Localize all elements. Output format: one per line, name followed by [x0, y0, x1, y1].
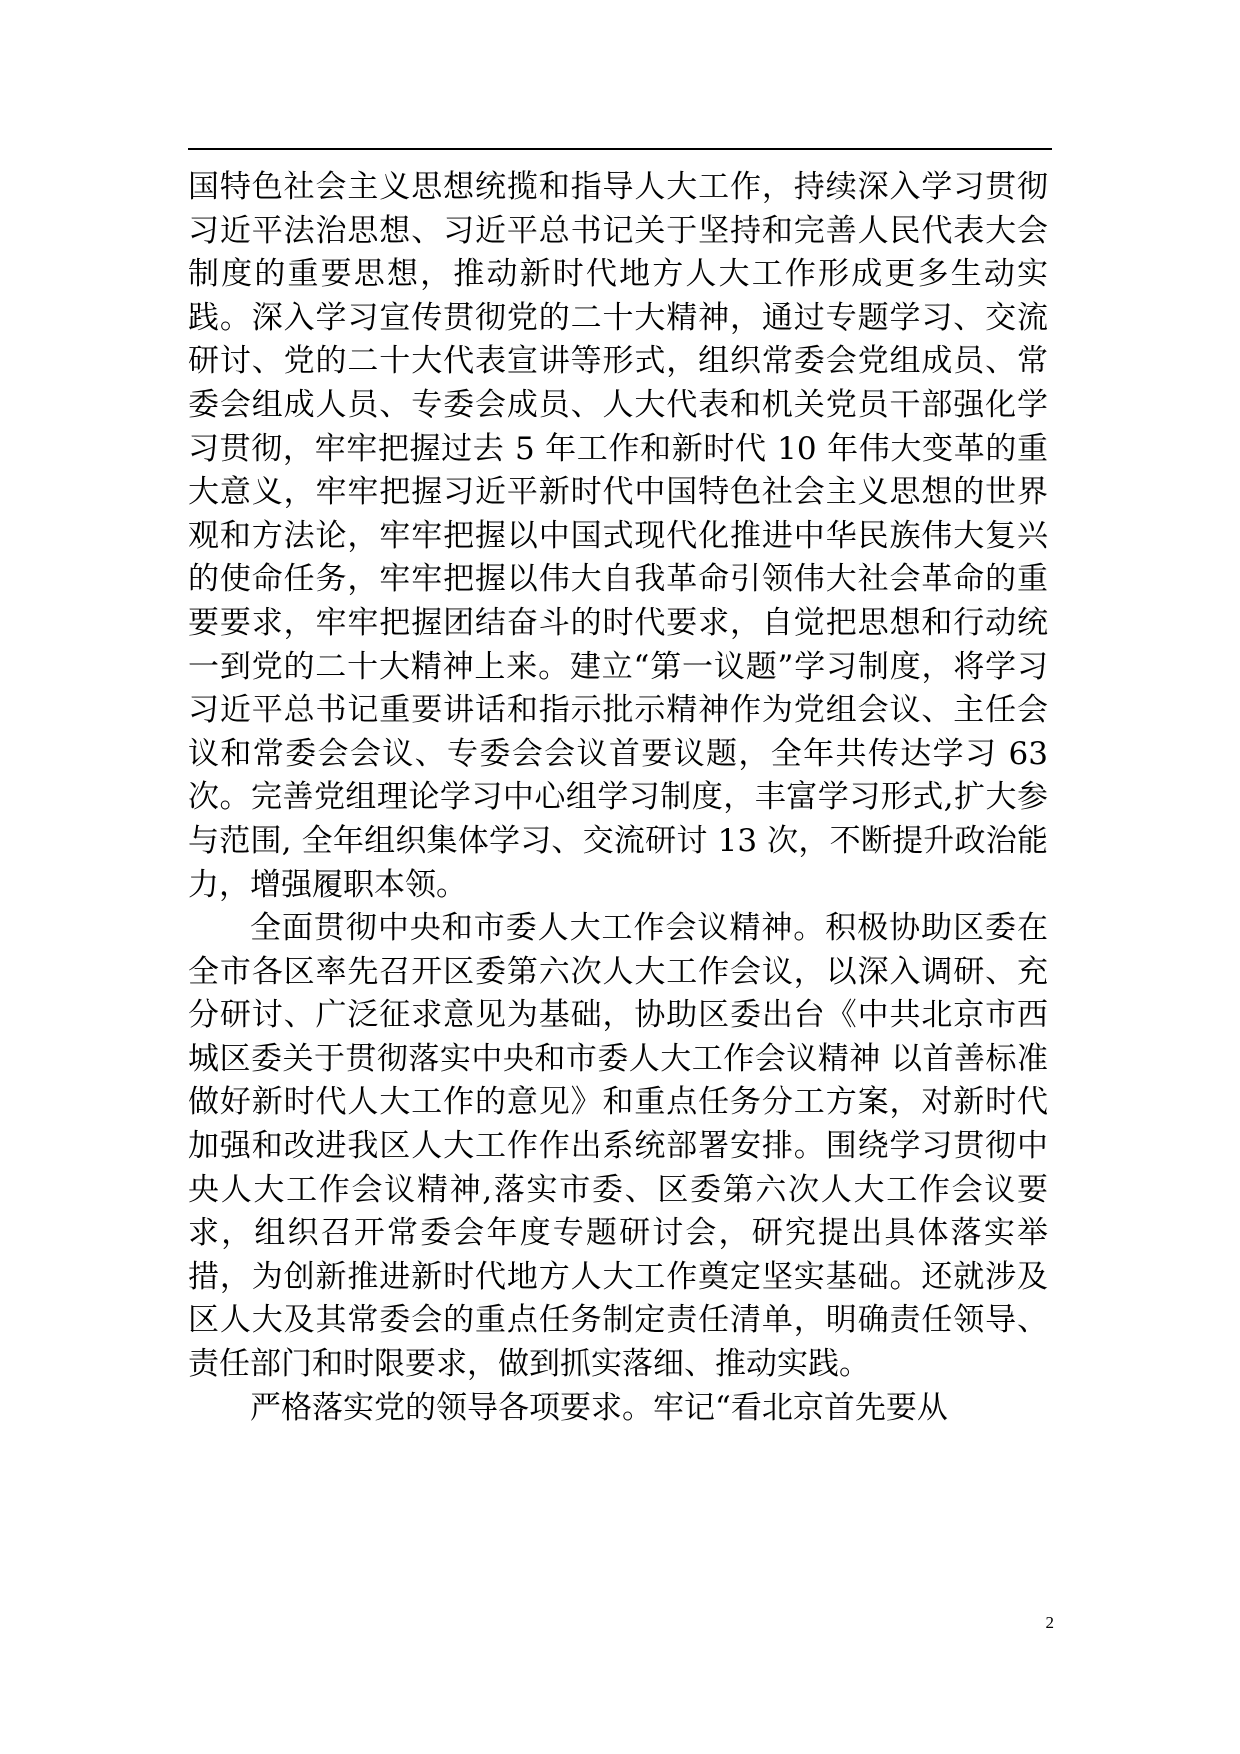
body-text — [188, 166, 1048, 1430]
paragraph-party-leadership: 严格落实党的领导各项要求。牢记“看北京首先要从 — [250, 1389, 948, 1426]
paragraph-continued: 国特色社会主义思想统揽和指导人大工作，持续深入学习贯彻习近平法治思想、习近平总书记关于坚持和完善人民代表大会制度的重要思想，推动新时代地方人大工作形成更多生动实践。深入学习宣传贯彻党的二十大精神，通过专题学习、交流研讨、党的二十大代表宣讲等形式，组织常委会党组成员、常委会组成人员、专委会成员、人大代表和机关党员干部强化学习贯彻，牢牢把握过去 5 年工作和新时代 10 年伟大变革的重大意义，牢牢把握习近平新时代中国特色社会主义思想的世界观和方法论，牢牢把握以中国式现代化推进中华民族伟大复兴的使命任务，牢牢把握以伟大自我革命引领伟大社会革命的重要要求，牢牢把握团结奋斗的时代要求，自觉把思想和行动统一到党的二十大精神上来。建立“第一议题”学习制度，将学习习近平总书记重要讲话和指示批示精神作为党组会议、主任会议和常委会会议、专委会会议首要议题，全年共传达学习 63次。完善党组理论学习中心组学习制度，丰富学习形式,扩大参与范围, 全年组织集体学习、交流研讨 13 次，不断提升政治能力，增强履职本领。 — [188, 169, 1048, 903]
paragraph-npc-work-conference: 全面贯彻中央和市委人大工作会议精神。积极协助区委在全市各区率先召开区委第六次人大工作会议，以深入调研、充分研讨、广泛征求意见为基础，协助区委出台《中共北京市西城区委关于贯彻落实中央和市委人大工作会议精神 以首善标准做好新时代人大工作的意见》和重点任务分工方案，对新时代加强和改进我区人大工作作出系统部署安排。围绕学习贯彻中央人大工作会议精神,落实市委、区委第六次人大工作会议要求，组织召开常委会年度专题研讨会，研究提出具体落实举措，为创新推进新时代地方人大工作奠定坚实基础。还就涉及区人大及其常委会的重点任务制定责任清单，明确责任领导、责任部门和时限要求，做到抓实落细、推动实践。 — [188, 910, 1048, 1383]
page-number: 2 — [1045, 1613, 1054, 1632]
header-rule — [188, 148, 1052, 150]
